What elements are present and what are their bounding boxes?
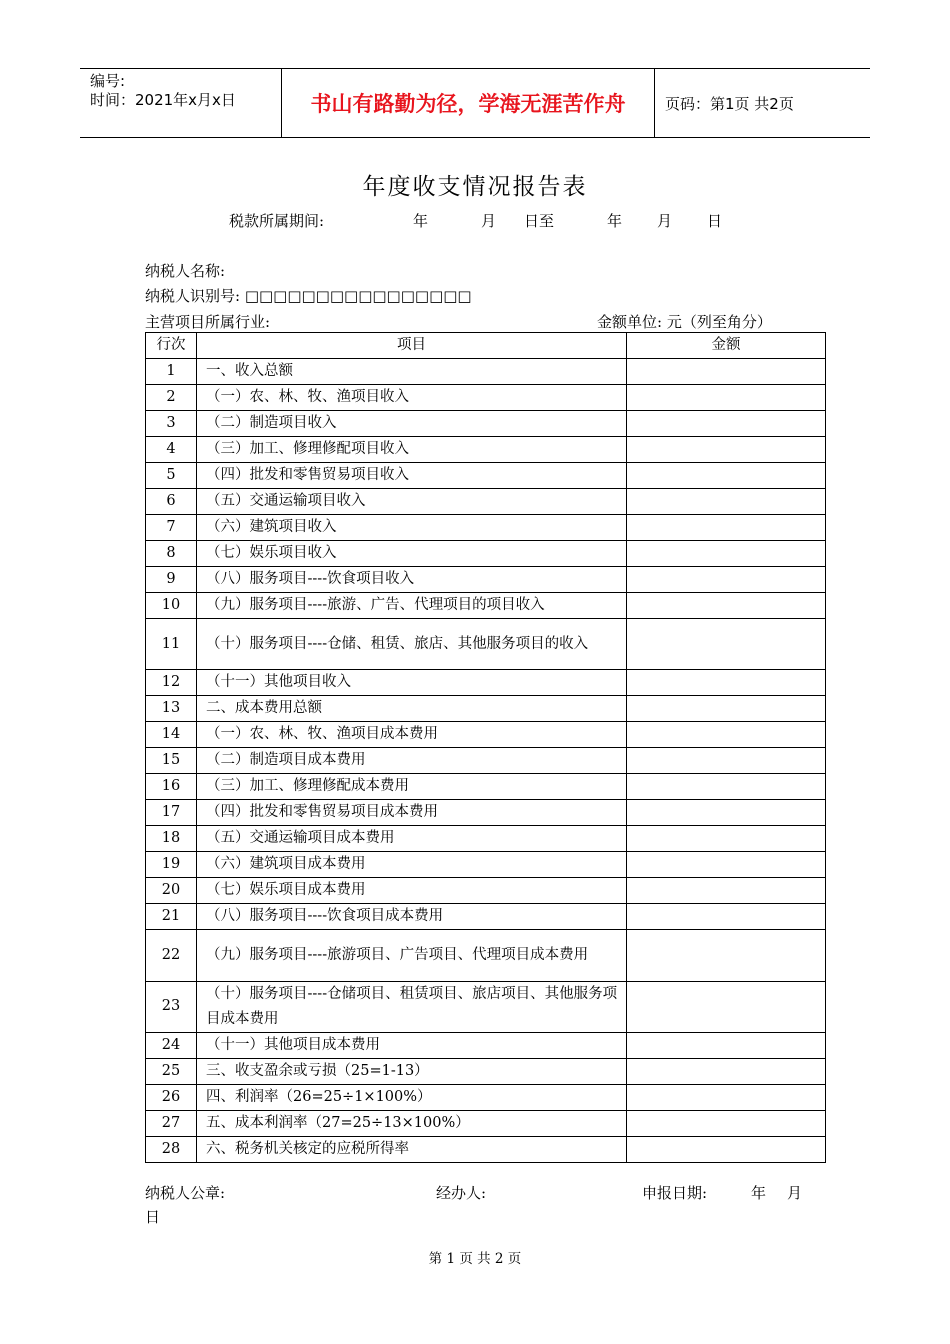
- row-item: （八）服务项目----饮食项目成本费用: [197, 904, 627, 930]
- table-row: [146, 722, 826, 748]
- amount-cell[interactable]: [627, 1085, 826, 1111]
- period-label: 税款所属期间:: [229, 212, 325, 230]
- amount-cell[interactable]: [627, 981, 826, 1032]
- amount-cell[interactable]: [627, 800, 826, 826]
- amount-cell[interactable]: [627, 619, 826, 670]
- row-item: （二）制造项目收入: [197, 411, 627, 437]
- table-row: [146, 774, 826, 800]
- filing-month: 月: [787, 1184, 803, 1202]
- period-day-end: 日: [707, 212, 723, 230]
- row-number: 2: [146, 385, 197, 411]
- row-number: 19: [146, 852, 197, 878]
- row-item: 六、税务机关核定的应税所得率: [197, 1137, 627, 1163]
- row-number: 17: [146, 800, 197, 826]
- table-header-row: [146, 333, 826, 359]
- table-row: [146, 489, 826, 515]
- taxpayer-name-label: 纳税人名称:: [145, 262, 226, 280]
- period-month-end: 月: [657, 212, 673, 230]
- report-table: [145, 332, 826, 1163]
- row-item: （五）交通运输项目成本费用: [197, 826, 627, 852]
- document-header: [80, 68, 870, 138]
- row-number: 15: [146, 748, 197, 774]
- amount-cell[interactable]: [627, 826, 826, 852]
- amount-cell[interactable]: [627, 774, 826, 800]
- table-row: [146, 567, 826, 593]
- amount-cell[interactable]: [627, 463, 826, 489]
- row-item: （十一）其他项目成本费用: [197, 1033, 627, 1059]
- report-title: 年度收支情况报告表: [362, 174, 588, 200]
- amount-cell[interactable]: [627, 515, 826, 541]
- row-number: 26: [146, 1085, 197, 1111]
- amount-cell[interactable]: [627, 748, 826, 774]
- filing-date-label: 申报日期:: [642, 1184, 708, 1202]
- row-item: （十）服务项目----仓储、租赁、旅店、其他服务项目的收入: [197, 619, 627, 670]
- table-row: [146, 1111, 826, 1137]
- table-row: [146, 385, 826, 411]
- row-item: （一）农、林、牧、渔项目收入: [197, 385, 627, 411]
- row-item: （七）娱乐项目收入: [197, 541, 627, 567]
- row-number: 21: [146, 904, 197, 930]
- filing-year: 年: [751, 1184, 767, 1202]
- amount-cell[interactable]: [627, 1111, 826, 1137]
- row-item: 一、收入总额: [197, 359, 627, 385]
- handler-label: 经办人:: [436, 1184, 487, 1202]
- header-amount: 金额: [627, 333, 826, 359]
- row-item: 二、成本费用总额: [197, 696, 627, 722]
- row-number: 7: [146, 515, 197, 541]
- row-number: 13: [146, 696, 197, 722]
- table-row: [146, 670, 826, 696]
- table-row: [146, 826, 826, 852]
- table-row: [146, 515, 826, 541]
- amount-cell[interactable]: [627, 567, 826, 593]
- amount-cell[interactable]: [627, 696, 826, 722]
- amount-cell[interactable]: [627, 385, 826, 411]
- row-number: 11: [146, 619, 197, 670]
- table-row: [146, 437, 826, 463]
- filing-day: 日: [145, 1208, 161, 1226]
- row-number: 23: [146, 981, 197, 1032]
- row-item: （六）建筑项目收入: [197, 515, 627, 541]
- row-item: （十）服务项目----仓储项目、租赁项目、旅店项目、其他服务项目成本费用: [197, 981, 627, 1032]
- table-row: [146, 800, 826, 826]
- table-row: [146, 1059, 826, 1085]
- taxpayer-id-label: 纳税人识别号: □□□□□□□□□□□□□□□□: [145, 287, 472, 305]
- row-item: （十一）其他项目收入: [197, 670, 627, 696]
- row-number: 9: [146, 567, 197, 593]
- amount-cell[interactable]: [627, 1033, 826, 1059]
- amount-cell[interactable]: [627, 359, 826, 385]
- row-number: 16: [146, 774, 197, 800]
- row-item: （四）批发和零售贸易项目收入: [197, 463, 627, 489]
- table-row: [146, 1137, 826, 1163]
- row-number: 4: [146, 437, 197, 463]
- row-number: 20: [146, 878, 197, 904]
- table-row: [146, 904, 826, 930]
- amount-cell[interactable]: [627, 489, 826, 515]
- header-item: 项目: [197, 333, 627, 359]
- row-number: 25: [146, 1059, 197, 1085]
- row-item: 四、利润率（26=25÷1×100%）: [197, 1085, 627, 1111]
- row-number: 22: [146, 930, 197, 981]
- row-number: 6: [146, 489, 197, 515]
- row-item: （六）建筑项目成本费用: [197, 852, 627, 878]
- header-row-number: 行次: [146, 333, 197, 359]
- amount-cell[interactable]: [627, 722, 826, 748]
- table-row: [146, 541, 826, 567]
- amount-cell[interactable]: [627, 437, 826, 463]
- row-item: （九）服务项目----旅游、广告、代理项目的项目收入: [197, 593, 627, 619]
- header-meta: [80, 69, 282, 137]
- row-number: 10: [146, 593, 197, 619]
- amount-cell[interactable]: [627, 904, 826, 930]
- table-row: [146, 619, 826, 670]
- amount-cell[interactable]: [627, 878, 826, 904]
- row-item: （三）加工、修理修配成本费用: [197, 774, 627, 800]
- row-number: 8: [146, 541, 197, 567]
- row-number: 5: [146, 463, 197, 489]
- row-item: （七）娱乐项目成本费用: [197, 878, 627, 904]
- period-year-end: 年: [607, 212, 623, 230]
- row-item: 三、收支盈余或亏损（25=1-13）: [197, 1059, 627, 1085]
- table-row: [146, 411, 826, 437]
- row-item: 五、成本利润率（27=25÷13×100%）: [197, 1111, 627, 1137]
- row-item: （八）服务项目----饮食项目收入: [197, 567, 627, 593]
- table-row: [146, 1085, 826, 1111]
- amount-cell[interactable]: [627, 411, 826, 437]
- row-item: （二）制造项目成本费用: [197, 748, 627, 774]
- amount-cell[interactable]: [627, 1059, 826, 1085]
- industry-label: 主营项目所属行业:: [145, 313, 271, 331]
- row-item: （九）服务项目----旅游项目、广告项目、代理项目成本费用: [197, 930, 627, 981]
- taxpayer-seal-label: 纳税人公章:: [145, 1184, 226, 1202]
- header-page-label: 页码：第1页 共2页: [665, 94, 794, 113]
- amount-cell[interactable]: [627, 1137, 826, 1163]
- amount-cell[interactable]: [627, 930, 826, 981]
- amount-cell[interactable]: [627, 852, 826, 878]
- header-motto: 书山有路勤为径，学海无涯苦作舟: [282, 69, 655, 137]
- row-number: 28: [146, 1137, 197, 1163]
- row-item: （三）加工、修理修配项目收入: [197, 437, 627, 463]
- period-year-start: 年: [413, 212, 429, 230]
- table-row: [146, 359, 826, 385]
- row-number: 3: [146, 411, 197, 437]
- table-row: [146, 748, 826, 774]
- table-row: [146, 930, 826, 981]
- table-row: [146, 852, 826, 878]
- amount-cell[interactable]: [627, 541, 826, 567]
- row-number: 12: [146, 670, 197, 696]
- row-number: 1: [146, 359, 197, 385]
- row-item: （五）交通运输项目收入: [197, 489, 627, 515]
- period-month-start: 月: [481, 212, 497, 230]
- number-label: 编号:: [90, 72, 126, 90]
- table-row: [146, 878, 826, 904]
- table-row: [146, 696, 826, 722]
- row-number: 18: [146, 826, 197, 852]
- row-item: （一）农、林、牧、渔项目成本费用: [197, 722, 627, 748]
- time-label: 时间：2021年x月x日: [90, 91, 236, 109]
- row-item: （四）批发和零售贸易项目成本费用: [197, 800, 627, 826]
- period-day-to: 日至: [524, 212, 555, 230]
- table-row: [146, 593, 826, 619]
- table-row: [146, 1033, 826, 1059]
- row-number: 24: [146, 1033, 197, 1059]
- row-number: 14: [146, 722, 197, 748]
- amount-unit-label: 金额单位: 元（列至角分）: [597, 313, 772, 331]
- table-row: [146, 981, 826, 1032]
- table-row: [146, 463, 826, 489]
- amount-cell[interactable]: [627, 670, 826, 696]
- amount-cell[interactable]: [627, 593, 826, 619]
- page-number: 第 1 页 共 2 页: [428, 1251, 522, 1267]
- row-number: 27: [146, 1111, 197, 1137]
